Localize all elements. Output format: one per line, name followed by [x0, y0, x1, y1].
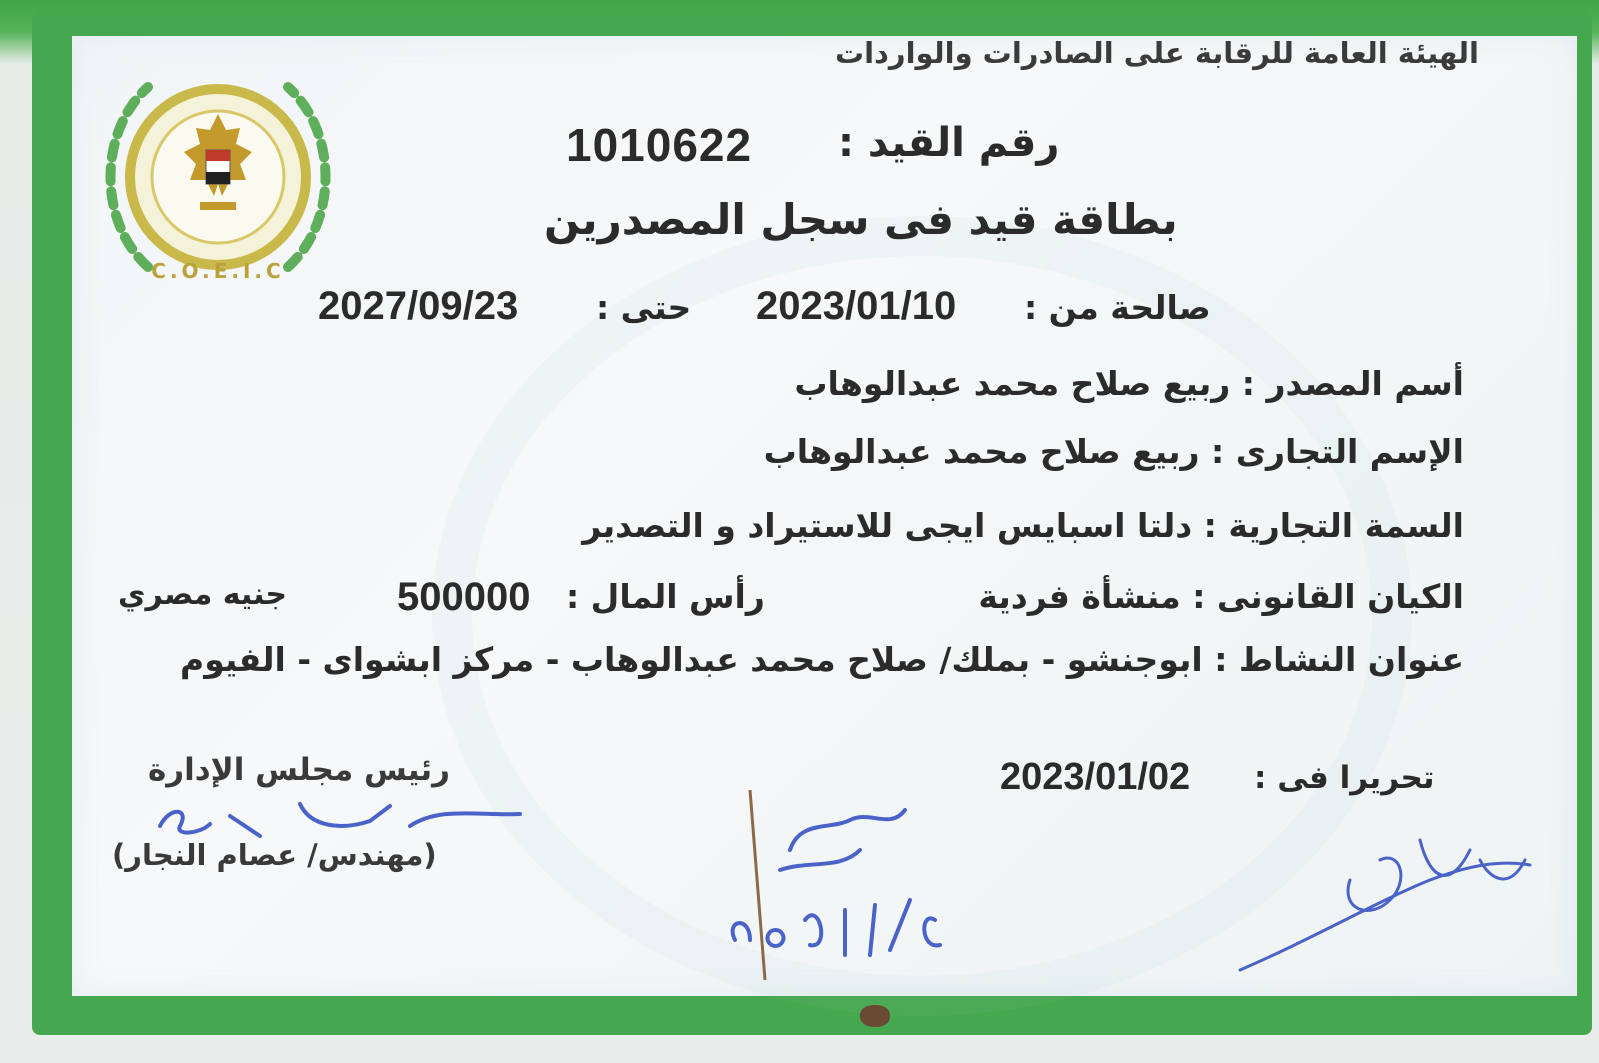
- legal-entity-field: الكيان القانونى : منشأة فردية: [978, 577, 1464, 616]
- capital-value: 500000: [397, 575, 531, 619]
- trade-name-field: الإسم التجارى : ربيع صلاح محمد عبدالوهاب: [763, 432, 1464, 471]
- chairman-signature: [140, 796, 540, 846]
- issued-date: 2023/01/02: [1000, 756, 1191, 798]
- valid-from-date: 2023/01/10: [756, 284, 957, 328]
- registration-number: 1010622: [566, 119, 753, 171]
- logo-text: C.O.E.I.C: [151, 259, 285, 283]
- activity-address-field: عنوان النشاط : ابوجنشو - بملك/ صلاح محمد عبدالوهاب - مركز ابشواى - الفيوم: [180, 640, 1464, 679]
- chairman-title: رئيس مجلس الإدارة: [148, 752, 450, 788]
- capital-label: رأس المال :: [566, 577, 765, 616]
- valid-from-label: صالحة من :: [1024, 288, 1211, 327]
- valid-until-date: 2027/09/23: [318, 284, 519, 328]
- valid-until-label: حتى :: [596, 288, 692, 327]
- stain-mark: [860, 1005, 890, 1027]
- trade-mark-field: السمة التجارية : دلتا اسبايس ايجى للاستيراد و التصدير: [582, 506, 1464, 545]
- card-title: بطاقة قيد فى سجل المصدرين: [544, 195, 1178, 244]
- authority-name: الهيئة العامة للرقابة على الصادرات والواردات: [834, 36, 1479, 70]
- exporter-name-field: أسم المصدر : ربيع صلاح محمد عبدالوهاب: [794, 364, 1464, 403]
- registration-label: رقم القيد :: [838, 120, 1060, 166]
- handwritten-date: [720, 790, 1050, 990]
- issued-label: تحريرا فى :: [1254, 760, 1435, 796]
- chairman-name: (مهندس/ عصام النجار): [112, 838, 437, 872]
- authority-logo: [88, 52, 348, 302]
- capital-currency: جنيه مصري: [118, 577, 288, 612]
- approval-signature: [1230, 820, 1550, 980]
